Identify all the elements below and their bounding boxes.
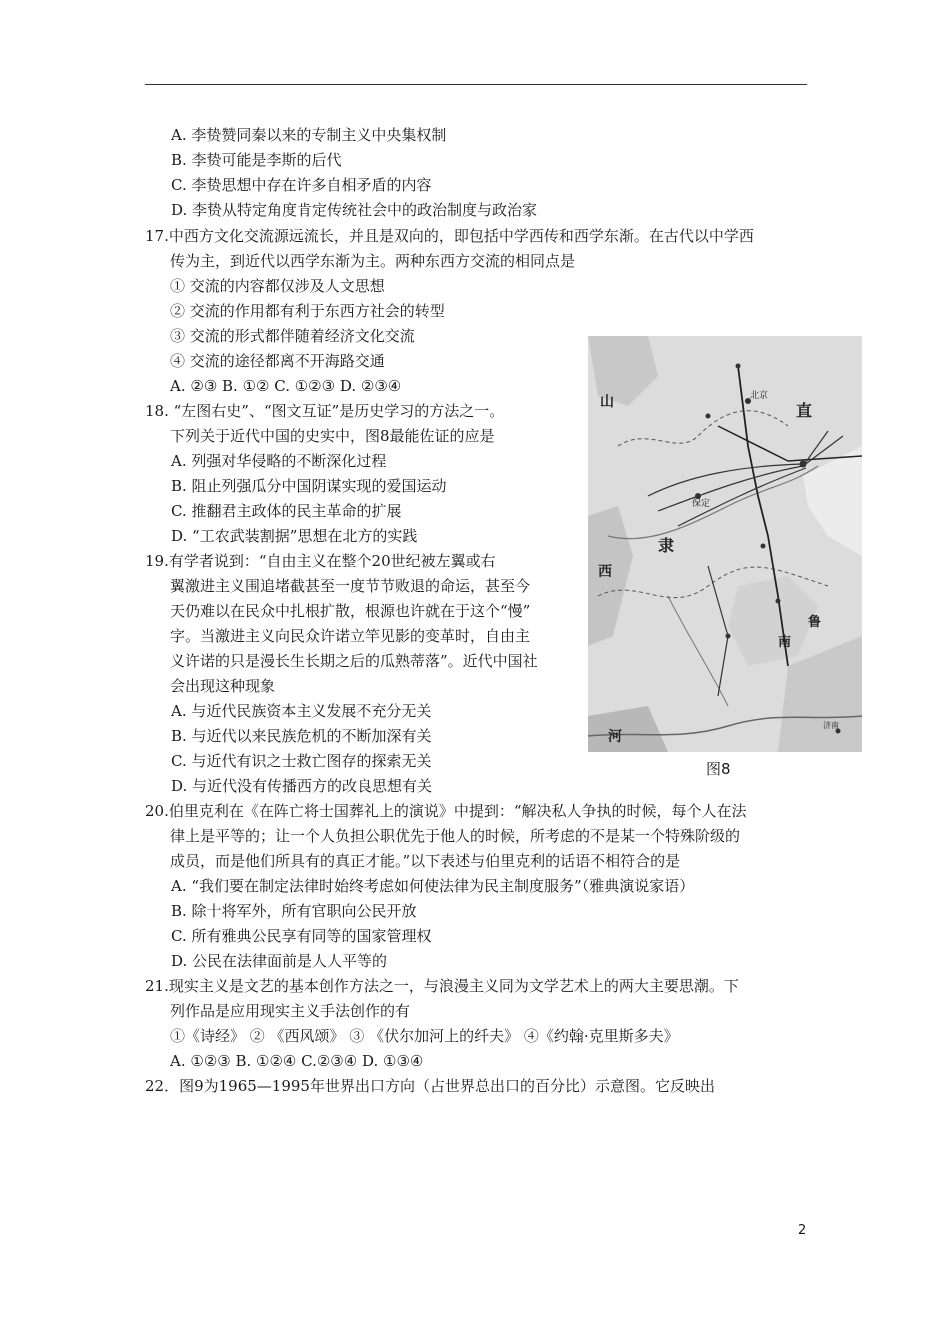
question-20-stem: 20.伯里克利在《在阵亡将士国葬礼上的演说》中提到：“解决私人争执的时候，每个人在法 — [145, 802, 747, 820]
figure-8-map — [588, 336, 862, 752]
question-21-stem: 21.现实主义是文艺的基本创作方法之一，与浪漫主义同为文学艺术上的两大主要思潮。下 — [145, 977, 739, 995]
question-19-stem-cont: 义许诺的只是漫长生长期之后的瓜熟蒂落”。近代中国社 — [170, 652, 538, 670]
option-b: B. 李贽可能是李斯的后代 — [171, 151, 342, 169]
question-20-stem-cont: 律上是平等的；让一个人负担公职优先于他人的时候，所考虑的不是某一个特殊阶级的 — [170, 827, 741, 845]
option-b: B. 与近代以来民族危机的不断加深有关 — [171, 727, 432, 745]
map-label: 山 — [600, 394, 614, 410]
question-21-stem-cont: 列作品是应用现实主义手法创作的有 — [170, 1002, 411, 1020]
question-20-stem-cont: 成员，而是他们所具有的真正才能。”以下表述与伯里克利的话语不相符合的是 — [170, 852, 681, 870]
option-d: D. 李贽从特定角度肯定传统社会中的政治制度与政治家 — [171, 201, 538, 219]
statement-2: ② 交流的作用都有利于东西方社会的转型 — [170, 302, 445, 320]
option-d: D. “工农武装割据”思想在北方的实践 — [171, 527, 418, 545]
option-a: A. 与近代民族资本主义发展不充分无关 — [171, 702, 432, 720]
map-label: 河 — [608, 729, 622, 745]
option-d: D. 与近代没有传播西方的改良思想有关 — [171, 777, 433, 795]
question-18-stem-cont: 下列关于近代中国的史实中，图8最能佐证的应是 — [170, 427, 495, 445]
question-18-stem: 18. “左图右史”、“图文互证”是历史学习的方法之一。 — [145, 402, 505, 420]
figure-caption: 图8 — [706, 760, 731, 778]
question-19-stem-cont: 天仍难以在民众中扎根扩散，根源也许就在于这个“慢” — [170, 602, 531, 620]
map-label: 北京 — [750, 391, 769, 401]
option-c: C. 李贽思想中存在许多自相矛盾的内容 — [171, 176, 432, 194]
question-21-works: ①《诗经》 ② 《西风颂》 ③ 《伏尔加河上的纤夫》 ④《约翰·克里斯多夫》 — [170, 1027, 679, 1045]
option-b: B. 除十将军外，所有官职向公民开放 — [171, 902, 417, 920]
map-label: 西 — [598, 564, 612, 580]
question-21-options: A. ①②③ B. ①②④ C.②③④ D. ①③④ — [170, 1052, 424, 1070]
map-label: 直 — [796, 401, 813, 420]
statement-4: ④ 交流的途径都离不开海路交通 — [170, 352, 385, 370]
map-label: 济南 — [823, 721, 839, 730]
option-c: C. 与近代有识之士救亡图存的探索无关 — [171, 752, 432, 770]
option-a: A. 列强对华侵略的不断深化过程 — [171, 452, 387, 470]
option-a: A. 李贽赞同秦以来的专制主义中央集权制 — [171, 126, 447, 144]
map-label: 鲁 — [808, 615, 822, 630]
question-17-stem-cont: 传为主，到近代以西学东渐为主。两种东西方交流的相同点是 — [170, 252, 576, 270]
option-d: D. 公民在法律面前是人人平等的 — [171, 952, 388, 970]
map-label: 保定 — [692, 499, 711, 509]
question-19-stem-cont: 字。当激进主义向民众许诺立竿见影的变革时，自由主 — [170, 627, 531, 645]
question-17-options: A. ②③ B. ①② C. ①②③ D. ②③④ — [170, 377, 402, 395]
option-c: C. 推翻君主政体的民主革命的扩展 — [171, 502, 402, 520]
option-a: A. “我们要在制定法律时始终考虑如何使法律为民主制度服务”（雅典演说家语） — [171, 877, 695, 895]
map-label: 南 — [778, 635, 792, 650]
map-label: 隶 — [658, 536, 675, 555]
page-number: 2 — [798, 1223, 807, 1238]
statement-3: ③ 交流的形式都伴随着经济文化交流 — [170, 327, 415, 345]
question-19-stem-cont: 会出现这种现象 — [170, 677, 276, 695]
question-19-stem: 19.有学者说到：“自由主义在整个20世纪被左翼或右 — [145, 552, 496, 570]
option-b: B. 阻止列强瓜分中国阴谋实现的爱国运动 — [171, 477, 447, 495]
header-rule — [145, 84, 807, 85]
question-17-stem: 17.中西方文化交流源远流长，并且是双向的，即包括中学西传和西学东渐。在古代以中学西 — [145, 227, 754, 245]
question-22-stem: 22．图9为1965—1995年世界出口方向（占世界总出口的百分比）示意图。它反映出 — [145, 1077, 715, 1095]
statement-1: ① 交流的内容都仅涉及人文思想 — [170, 277, 385, 295]
question-19-stem-cont: 翼激进主义围追堵截甚至一度节节败退的命运，甚至今 — [170, 577, 531, 595]
option-c: C. 所有雅典公民享有同等的国家管理权 — [171, 927, 432, 945]
